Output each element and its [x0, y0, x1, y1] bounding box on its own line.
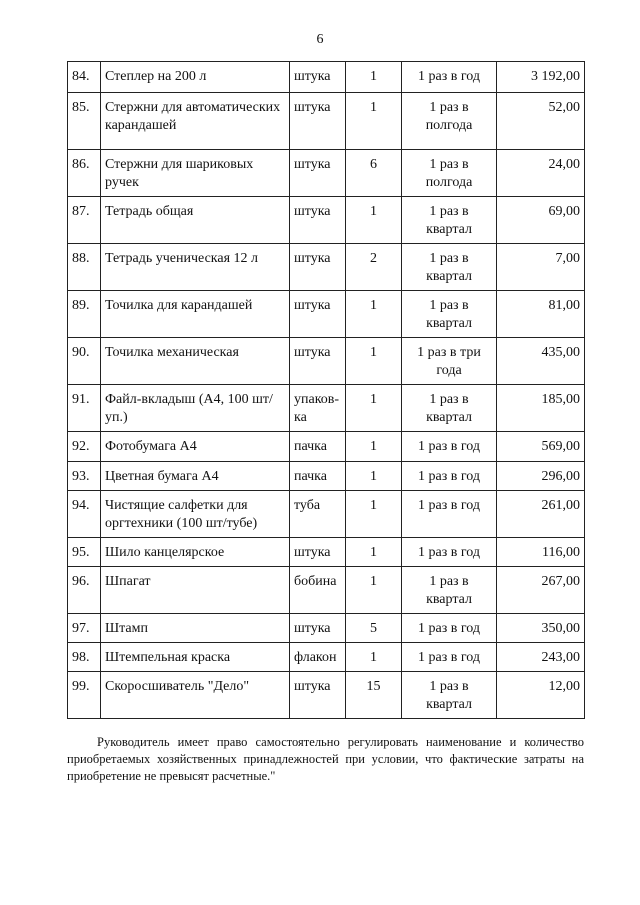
item-name: Стержни для автоматических карандашей — [101, 93, 290, 150]
quantity-cell: 1 — [346, 385, 402, 432]
frequency-cell: 1 раз в квартал — [402, 197, 497, 244]
price-cell: 267,00 — [497, 567, 585, 614]
item-name: Чистящие салфетки для оргтехники (100 шт/тубе) — [101, 491, 290, 538]
item-name: Шило канцелярское — [101, 538, 290, 567]
item-name: Штамп — [101, 614, 290, 643]
price-cell: 81,00 — [497, 291, 585, 338]
row-number: 87. — [68, 197, 101, 244]
table-row — [68, 150, 585, 197]
frequency-cell: 1 раз в год — [402, 614, 497, 643]
frequency-cell: 1 раз в год — [402, 462, 497, 491]
row-number: 90. — [68, 338, 101, 385]
price-cell: 261,00 — [497, 491, 585, 538]
unit-cell: бобина — [290, 567, 346, 614]
row-number: 86. — [68, 150, 101, 197]
table-row — [68, 338, 585, 385]
item-name: Файл-вкладыш (А4, 100 шт/уп.) — [101, 385, 290, 432]
price-cell: 243,00 — [497, 643, 585, 672]
unit-cell: штука — [290, 538, 346, 567]
row-number: 84. — [68, 62, 101, 93]
quantity-cell: 1 — [346, 567, 402, 614]
table-row — [68, 672, 585, 719]
item-name: Степлер на 200 л — [101, 62, 290, 93]
unit-cell: флакон — [290, 643, 346, 672]
price-cell: 24,00 — [497, 150, 585, 197]
footer-note: Руководитель имеет право самостоятельно регулировать наименование и количество приобретаемых хозяйственных принадлежностей при условии, что фактические затраты на приобретение не превысят расчетные." — [67, 735, 584, 783]
frequency-cell: 1 раз в год — [402, 62, 497, 93]
unit-cell: штука — [290, 672, 346, 719]
row-number: 95. — [68, 538, 101, 567]
frequency-cell: 1 раз в квартал — [402, 567, 497, 614]
unit-cell: штука — [290, 197, 346, 244]
row-number: 96. — [68, 567, 101, 614]
unit-cell: штука — [290, 614, 346, 643]
table-row — [68, 93, 585, 150]
item-name: Скоросшиватель "Дело" — [101, 672, 290, 719]
table-row — [68, 244, 585, 291]
quantity-cell: 2 — [346, 244, 402, 291]
frequency-cell: 1 раз в квартал — [402, 672, 497, 719]
item-name: Точилка механическая — [101, 338, 290, 385]
item-name: Фотобумага А4 — [101, 432, 290, 462]
price-cell: 7,00 — [497, 244, 585, 291]
price-cell: 12,00 — [497, 672, 585, 719]
unit-cell: штука — [290, 62, 346, 93]
row-number: 93. — [68, 462, 101, 491]
page-number: 6 — [316, 32, 324, 47]
row-number: 92. — [68, 432, 101, 462]
unit-cell: туба — [290, 491, 346, 538]
table-row — [68, 432, 585, 462]
price-cell: 435,00 — [497, 338, 585, 385]
quantity-cell: 1 — [346, 491, 402, 538]
row-number: 85. — [68, 93, 101, 150]
supplies-table — [67, 61, 585, 719]
row-number: 88. — [68, 244, 101, 291]
table-row — [68, 385, 585, 432]
unit-cell: штука — [290, 150, 346, 197]
table-row — [68, 643, 585, 672]
table-row — [68, 291, 585, 338]
frequency-cell: 1 раз в квартал — [402, 244, 497, 291]
quantity-cell: 1 — [346, 62, 402, 93]
quantity-cell: 6 — [346, 150, 402, 197]
quantity-cell: 15 — [346, 672, 402, 719]
frequency-cell: 1 раз в квартал — [402, 291, 497, 338]
frequency-cell: 1 раз в год — [402, 643, 497, 672]
price-cell: 569,00 — [497, 432, 585, 462]
row-number: 97. — [68, 614, 101, 643]
unit-cell: пачка — [290, 462, 346, 491]
row-number: 89. — [68, 291, 101, 338]
quantity-cell: 5 — [346, 614, 402, 643]
item-name: Цветная бумага А4 — [101, 462, 290, 491]
table-row — [68, 62, 585, 93]
frequency-cell: 1 раз в полгода — [402, 150, 497, 197]
quantity-cell: 1 — [346, 93, 402, 150]
unit-cell: штука — [290, 93, 346, 150]
quantity-cell: 1 — [346, 197, 402, 244]
table-row — [68, 462, 585, 491]
table-row — [68, 538, 585, 567]
price-cell: 350,00 — [497, 614, 585, 643]
price-cell: 185,00 — [497, 385, 585, 432]
frequency-cell: 1 раз в год — [402, 432, 497, 462]
table-row — [68, 197, 585, 244]
item-name: Точилка для карандашей — [101, 291, 290, 338]
table-row — [68, 614, 585, 643]
price-cell: 116,00 — [497, 538, 585, 567]
unit-cell: упаков-ка — [290, 385, 346, 432]
row-number: 98. — [68, 643, 101, 672]
quantity-cell: 1 — [346, 291, 402, 338]
unit-cell: штука — [290, 338, 346, 385]
item-name: Тетрадь ученическая 12 л — [101, 244, 290, 291]
item-name: Штемпельная краска — [101, 643, 290, 672]
row-number: 91. — [68, 385, 101, 432]
price-cell: 52,00 — [497, 93, 585, 150]
table-row — [68, 491, 585, 538]
frequency-cell: 1 раз в полгода — [402, 93, 497, 150]
supplies-table-body — [68, 62, 585, 719]
price-cell: 69,00 — [497, 197, 585, 244]
price-cell: 296,00 — [497, 462, 585, 491]
frequency-cell: 1 раз в квартал — [402, 385, 497, 432]
item-name: Стержни для шариковых ручек — [101, 150, 290, 197]
frequency-cell: 1 раз в год — [402, 538, 497, 567]
item-name: Шпагат — [101, 567, 290, 614]
unit-cell: штука — [290, 291, 346, 338]
row-number: 99. — [68, 672, 101, 719]
item-name: Тетрадь общая — [101, 197, 290, 244]
quantity-cell: 1 — [346, 643, 402, 672]
quantity-cell: 1 — [346, 538, 402, 567]
quantity-cell: 1 — [346, 338, 402, 385]
frequency-cell: 1 раз в три года — [402, 338, 497, 385]
table-row — [68, 567, 585, 614]
quantity-cell: 1 — [346, 432, 402, 462]
unit-cell: штука — [290, 244, 346, 291]
frequency-cell: 1 раз в год — [402, 491, 497, 538]
unit-cell: пачка — [290, 432, 346, 462]
quantity-cell: 1 — [346, 462, 402, 491]
price-cell: 3 192,00 — [497, 62, 585, 93]
row-number: 94. — [68, 491, 101, 538]
